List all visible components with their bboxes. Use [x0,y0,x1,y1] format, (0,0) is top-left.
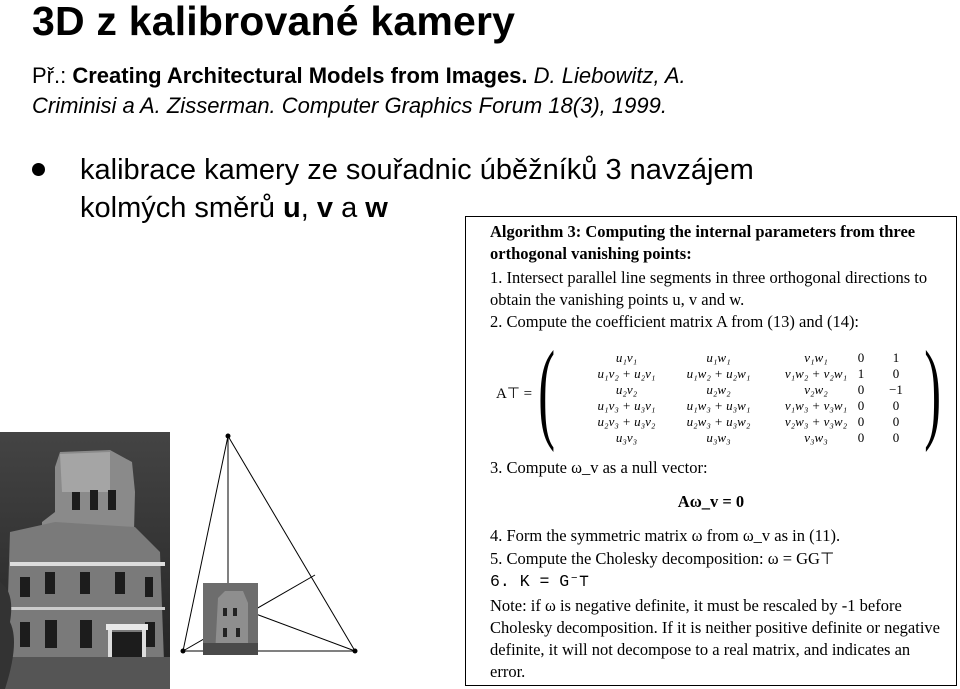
matrix-label: A⊤ = [496,386,533,402]
algorithm-title: Algorithm 3: Computing the internal parameters from three orthogonal vanishing points: [490,222,916,263]
matrix-cell: u₂v₃ + u₃v₂ [597,414,656,429]
null-vector-equation: Aω_v = 0 [677,492,745,511]
matrix-cell: v₂w₃ + v₃w₂ [784,414,848,429]
matrix-cell: v₁w₂ + v₂w₁ [784,366,848,381]
matrix-cell: u₁w₃ + u₃w₁ [686,398,751,413]
matrix-cell: u₁v₁ [615,350,638,365]
matrix-cell: −1 [889,382,903,397]
matrix-cell: 0 [892,398,900,413]
bullet-comma: , [300,192,317,224]
algorithm-step-1: 1. Intersect parallel line segments in three orthogonal directions to obtain the vanishing points u, v and w. [490,268,928,309]
algorithm-step-2: 2. Compute the coefficient matrix A from (13) and (14): [490,312,860,331]
matrix-cell: u₁w₁ [706,350,731,365]
reference-citation [32,61,686,121]
algorithm-step-4: 4. Form the symmetric matrix ω from ω_v as in (11). [490,526,841,545]
building-photo [0,432,170,689]
matrix-cell: u₁v₃ + u₃v₁ [597,398,656,413]
left-paren-icon: ( [538,329,556,453]
matrix-cell: 1 [892,350,900,365]
bullet-dot-icon [32,163,45,176]
matrix-cell: 0 [857,382,865,397]
matrix-cell: 1 [857,366,865,381]
algorithm-note: Note: if ω is negative definite, it must be rescaled by -1 before Cholesky decomposition. If it is neither positive definite or negative definite, it will not decompose to a real matrix, and indicates an error. [490,596,940,681]
matrix-cell: v₃w₃ [804,430,828,445]
vanishing-points-diagram [165,425,375,665]
bullet-line-2 [80,190,388,226]
matrix-cell: u₂w₂ [706,382,731,397]
ref-authors-2: Criminisi a A. Zisserman. Computer Graphics Forum 18(3), 1999. [32,93,667,118]
matrix-cell: u₁v₂ + u₂v₁ [597,366,656,381]
ref-paper-title: Creating Architectural Models from Images. [72,63,528,88]
matrix-cell: v₁w₃ + v₃w₁ [784,398,848,413]
algorithm-box [465,216,957,686]
matrix-cell: 0 [892,430,900,445]
matrix-cell: u₃v₃ [615,430,638,445]
matrix-cell: u₂w₃ + u₃w₂ [686,414,751,429]
matrix-cell: u₁w₂ + u₂w₁ [686,366,751,381]
matrix-cell: v₂w₂ [804,382,828,397]
matrix-cell: 0 [892,366,900,381]
slide-title: 3D z kalibrované kamery [32,0,516,44]
ref-prefix: Př.: [32,63,73,88]
right-paren-icon: ) [924,329,942,453]
ref-authors-1: D. Liebowitz, A. [527,63,686,88]
matrix-cell: 0 [857,350,865,365]
matrix-cell: u₂v₂ [615,382,638,397]
matrix-cell: u₃w₃ [706,430,731,445]
vector-w: w [365,192,388,224]
vector-v: v [316,192,334,224]
bullet-line-1: kalibrace kamery ze souřadnic úběžníků 3 navzájem [80,154,754,186]
algorithm-step-5: 5. Compute the Cholesky decomposition: ω = GG⊤ [490,549,835,568]
algorithm-step-3: 3. Compute ω_v as a null vector: [490,458,708,477]
bullet-and: a [333,192,366,224]
matrix-cell: 0 [857,414,865,429]
vector-u: u [283,192,301,224]
matrix-cell: 0 [857,398,865,413]
matrix-cell: 0 [857,430,865,445]
matrix-cell: 0 [892,414,900,429]
algorithm-step-6: 6. K = G⁻⊤ [490,572,590,591]
matrix-cell: v₁w₁ [804,350,828,365]
bullet-line2-text: kolmých směrů [80,192,284,224]
building-thumbnail [203,583,258,655]
coefficient-matrix [496,329,942,453]
